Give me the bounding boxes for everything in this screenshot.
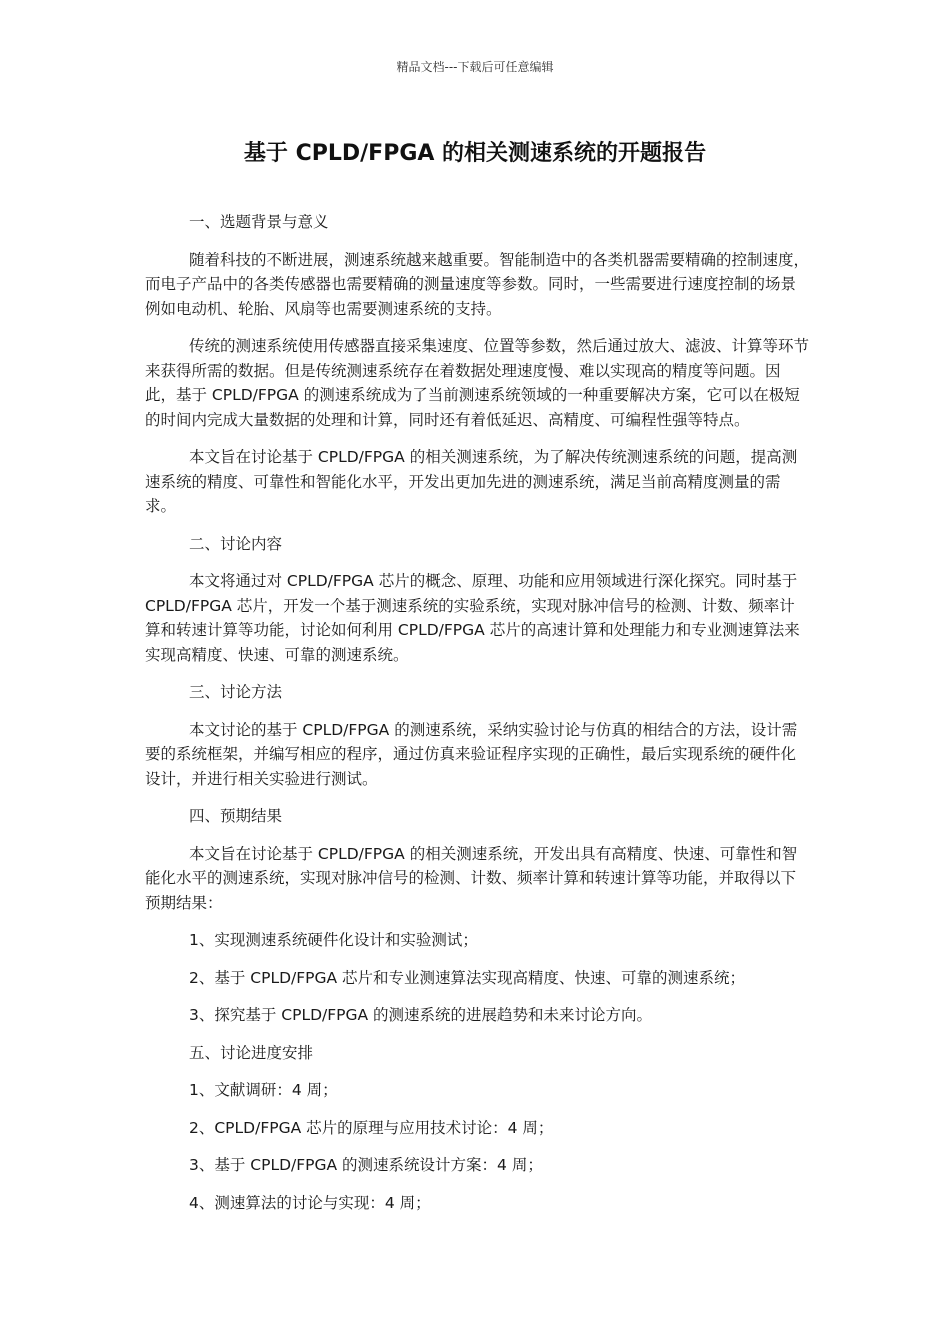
list-item-result-1: 1、实现测速系统硬件化设计和实验测试； xyxy=(189,931,478,949)
list-item-schedule-2: 2、CPLD/FPGA 芯片的原理与应用技术讨论：4 周； xyxy=(189,1118,554,1137)
paragraph-background-1: 随着科技的不断进展，测速系统越来越重要。智能制造中的各类机器需要精确的控制速度，而电子产品中的各类传感器也需要精确的测量速度等参数。同时，一些需要进行速度控制的场景例如电动机、轮胎、风扇等也需要测速系统的支持。 xyxy=(145,250,810,318)
paragraph-background-3: 本文旨在讨论基于 CPLD/FPGA 的相关测速系统，为了解决传统测速系统的问题，提高测速系统的精度、可靠性和智能化水平，开发出更加先进的测速系统，满足当前高精度测量的需求。 xyxy=(145,448,798,515)
paragraph-background-2: 传统的测速系统使用传感器直接采集速度、位置等参数，然后通过放大、滤波、计算等环节来获得所需的数据。但是传统测速系统存在着数据处理速度慢、难以实现高的精度等问题。因此，基于 CPLD/FPGA 的测速系统成为了当前测速系统领域的一种重要解决方案，它可以在极短的时间内完成大量数据的处理和计算，同时还有着低延迟、高精度、可编程性强等特点。 xyxy=(145,337,810,429)
section-heading-background: 一、选题背景与意义 xyxy=(189,213,329,231)
list-item-result-3: 3、探究基于 CPLD/FPGA 的测速系统的进展趋势和未来讨论方向。 xyxy=(189,1006,653,1024)
section-heading-schedule: 五、讨论进度安排 xyxy=(189,1043,314,1062)
list-item-schedule-1: 1、文献调研：4 周； xyxy=(189,1081,338,1099)
document-body xyxy=(145,210,810,1228)
document-title: 基于 CPLD/FPGA 的相关测速系统的开题报告 xyxy=(243,141,707,166)
section-heading-method: 三、讨论方法 xyxy=(189,683,283,701)
paragraph-method: 本文讨论的基于 CPLD/FPGA 的测速系统，采纳实验讨论与仿真的相结合的方法，设计需要的系统框架，并编写相应的程序，通过仿真来验证程序实现的正确性，最后实现系统的硬件化设计，并进行相关实验进行测试。 xyxy=(145,720,798,788)
section-heading-content: 二、讨论内容 xyxy=(189,534,283,553)
paragraph-content: 本文将通过对 CPLD/FPGA 芯片的概念、原理、功能和应用领域进行深化探究。同时基于 CPLD/FPGA 芯片，开发一个基于测速系统的实验系统，实现对脉冲信号的检测、计数、频率计算和转速计算等功能，讨论如何利用 CPLD/FPGA 芯片的高速计算和处理能力和专业测速算法来实现高精度、快速、可靠的测速系统。 xyxy=(145,572,800,664)
section-heading-results: 四、预期结果 xyxy=(189,807,283,825)
paragraph-results: 本文旨在讨论基于 CPLD/FPGA 的相关测速系统，开发出具有高精度、快速、可靠性和智能化水平的测速系统，实现对脉冲信号的检测、计数、频率计算和转速计算等功能，并取得以下预期结果： xyxy=(145,844,798,912)
list-item-schedule-3: 3、基于 CPLD/FPGA 的测速系统设计方案：4 周； xyxy=(189,1156,543,1174)
header-note: 精品文档---下载后可任意编辑 xyxy=(396,60,554,74)
list-item-result-2: 2、基于 CPLD/FPGA 芯片和专业测速算法实现高精度、快速、可靠的测速系统； xyxy=(189,968,746,987)
list-item-schedule-4: 4、测速算法的讨论与实现：4 周； xyxy=(189,1193,431,1212)
